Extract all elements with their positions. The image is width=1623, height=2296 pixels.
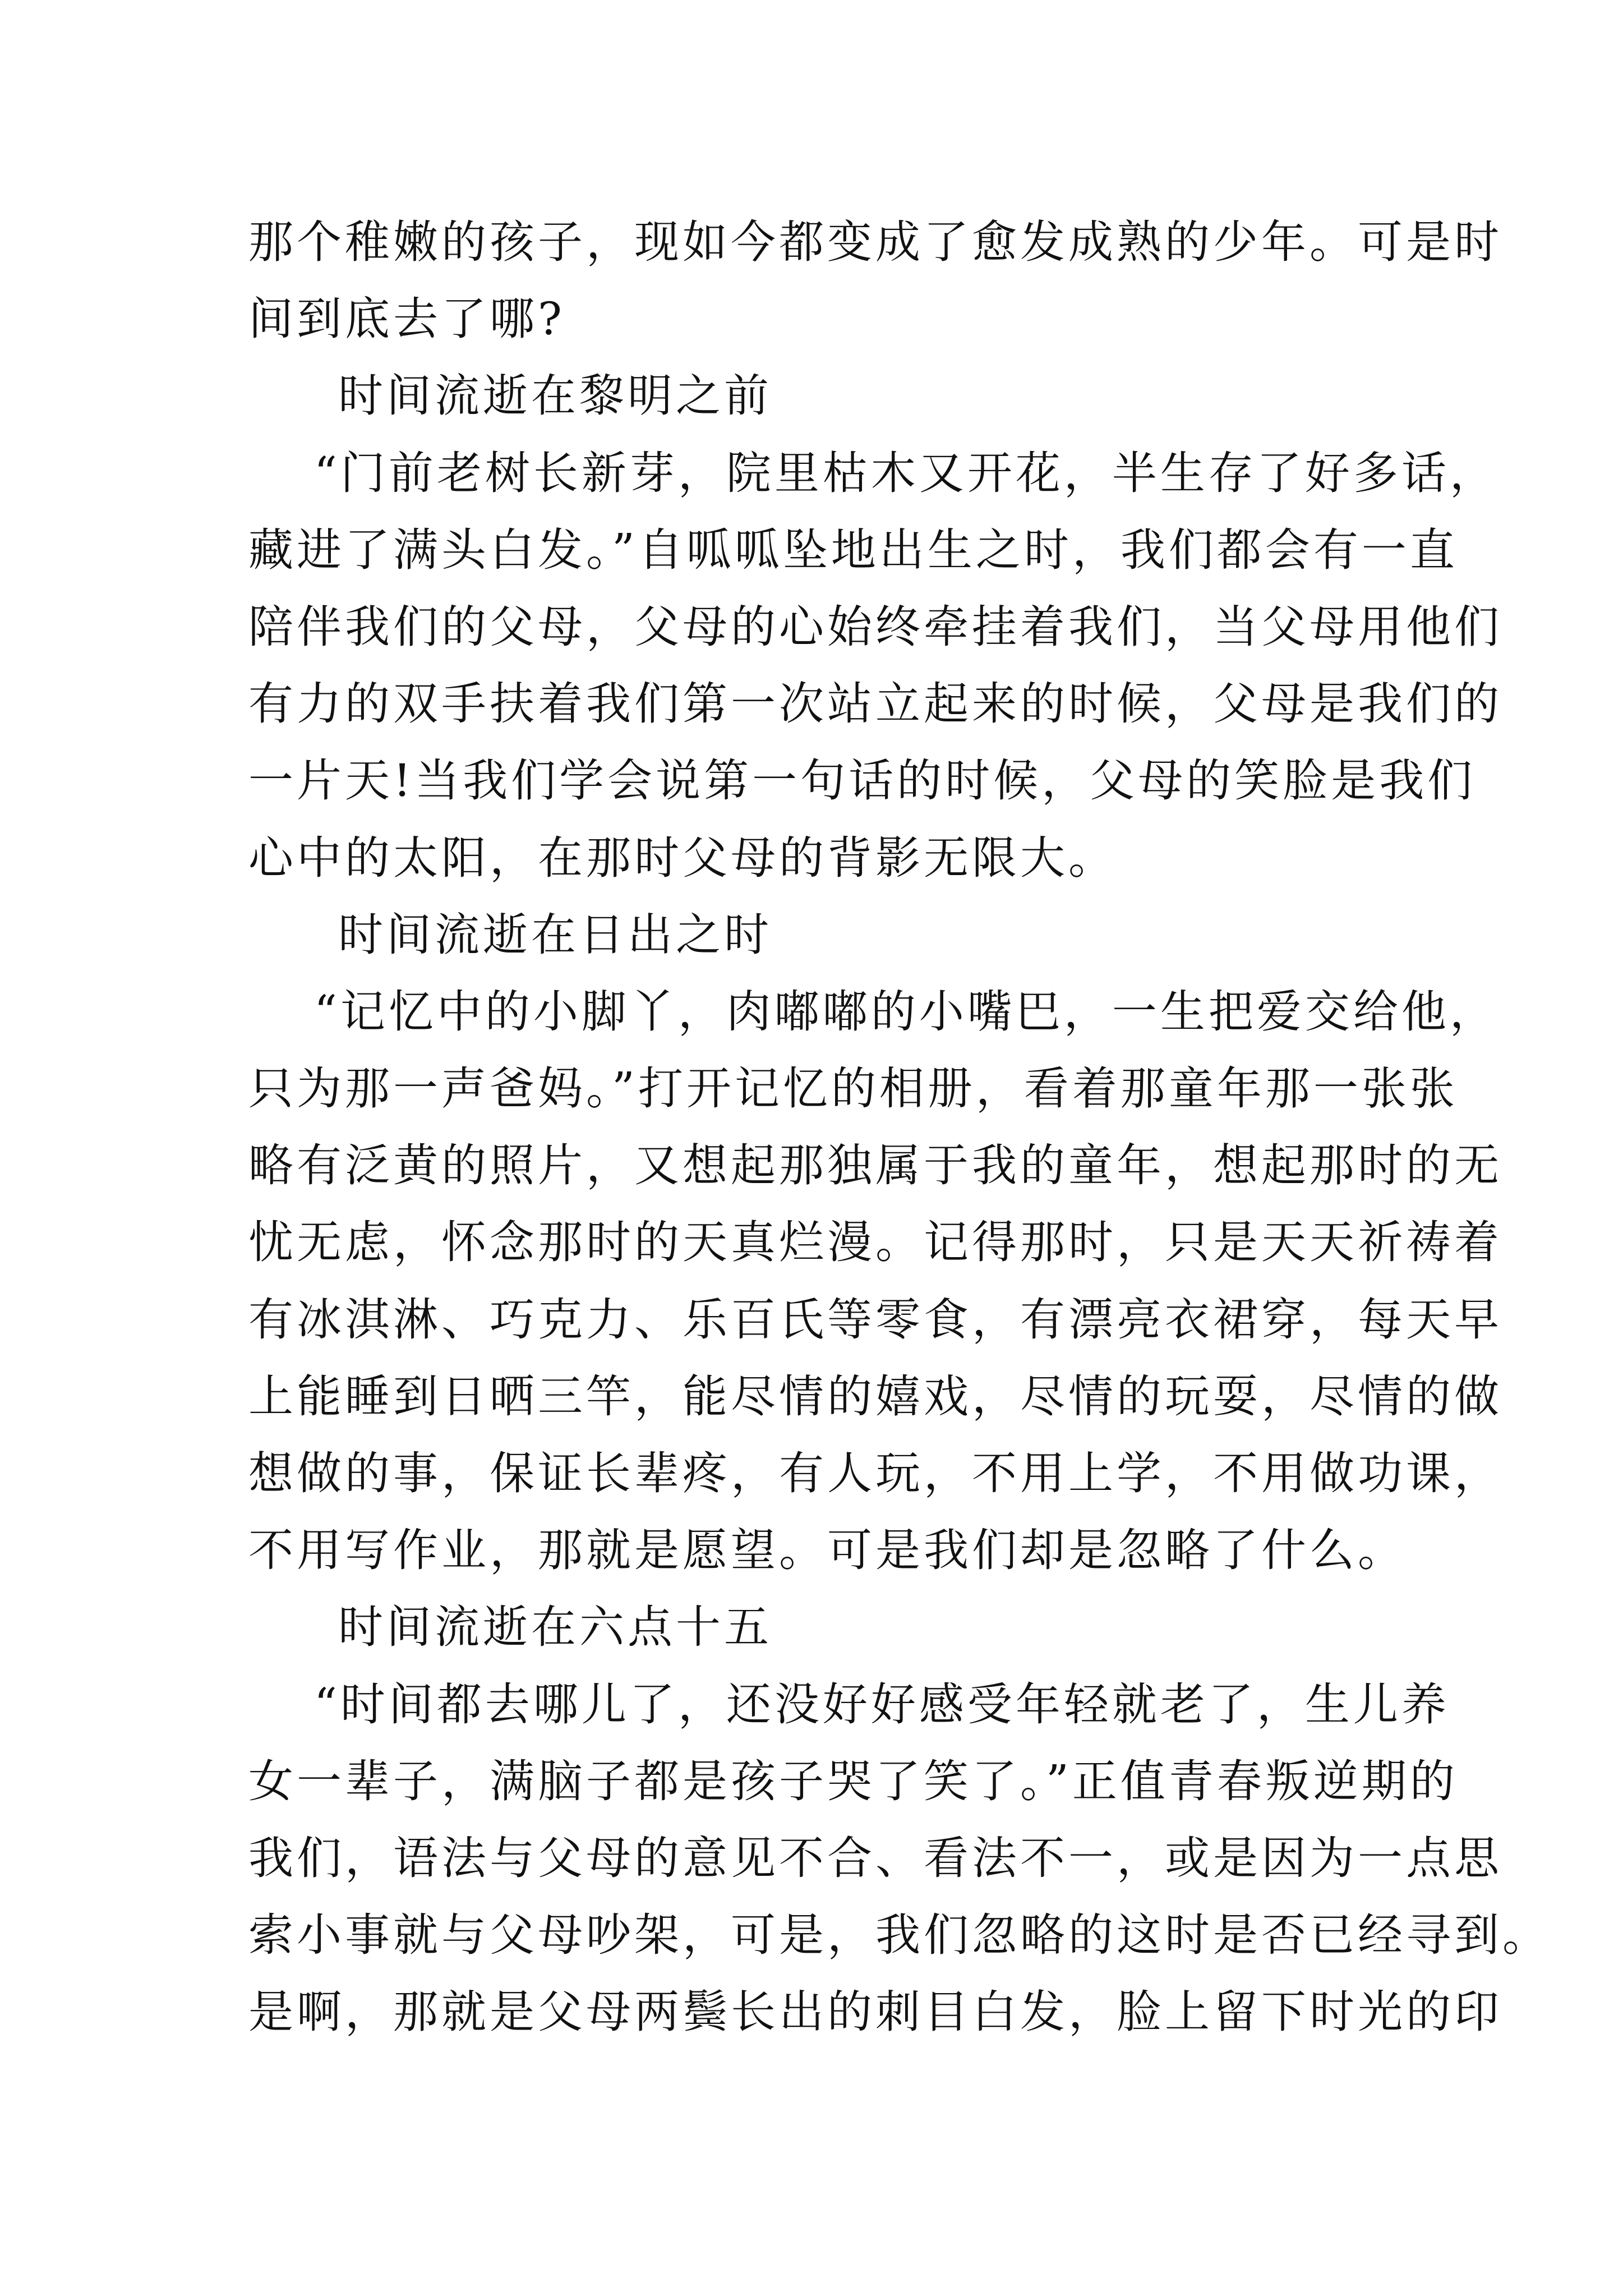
text-line: 女一辈子，满脑子都是孩子哭了笑了。”正值青春叛逆期的 <box>248 1755 1458 1807</box>
text-line: 有冰淇淋、巧克力、乐百氏等零食，有漂亮衣裙穿，每天早 <box>248 1293 1502 1346</box>
text-line: “时间都去哪儿了，还没好好感受年轻就老了，生儿养 <box>314 1678 1450 1731</box>
text-line: 只为那一声爸妈。”打开记忆的相册，看着那童年那一张张 <box>248 1062 1458 1115</box>
text-line: 忧无虑，怀念那时的天真烂漫。记得那时，只是天天祈祷着 <box>248 1216 1502 1269</box>
text-line: 陪伴我们的父母，父母的心始终牵挂着我们，当父母用他们 <box>248 600 1502 653</box>
text-line: 索小事就与父母吵架，可是，我们忽略的这时是否已经寻到。 <box>248 1909 1551 1962</box>
text-line: 想做的事，保证长辈疼，有人玩，不用上学，不用做功课， <box>248 1447 1502 1499</box>
text-line: 间到底去了哪? <box>248 293 565 346</box>
section-heading: 时间流逝在日出之时 <box>338 908 772 961</box>
text-line: 心中的太阳，在那时父母的背影无限大。 <box>248 831 1117 884</box>
text-line: “门前老树长新芽，院里枯木又开花，半生存了好多话， <box>314 447 1498 499</box>
text-line: 那个稚嫩的孩子，现如今都变成了愈发成熟的少年。可是时 <box>248 216 1502 268</box>
text-line: 上能睡到日晒三竿，能尽情的嬉戏，尽情的玩耍，尽情的做 <box>248 1370 1502 1423</box>
text-line: 不用写作业，那就是愿望。可是我们却是忽略了什么。 <box>248 1524 1406 1577</box>
text-line: 是啊，那就是父母两鬓长出的刺目白发，脸上留下时光的印 <box>248 1986 1502 2039</box>
text-line: 有力的双手扶着我们第一次站立起来的时候，父母是我们的 <box>248 678 1502 730</box>
text-line: 略有泛黄的照片，又想起那独属于我的童年，想起那时的无 <box>248 1139 1502 1192</box>
section-heading: 时间流逝在黎明之前 <box>338 370 772 422</box>
text-line: 藏进了满头白发。”自呱呱坠地出生之时，我们都会有一直 <box>248 523 1458 576</box>
text-line: 一片天!当我们学会说第一句话的时候，父母的笑脸是我们 <box>248 754 1476 807</box>
essay-text <box>248 204 1551 2051</box>
section-heading: 时间流逝在六点十五 <box>338 1601 772 1654</box>
text-line: 我们，语法与父母的意见不合、看法不一，或是因为一点思 <box>248 1832 1502 1884</box>
text-line: “记忆中的小脚丫，肉嘟嘟的小嘴巴，一生把爱交给他， <box>314 985 1498 1038</box>
